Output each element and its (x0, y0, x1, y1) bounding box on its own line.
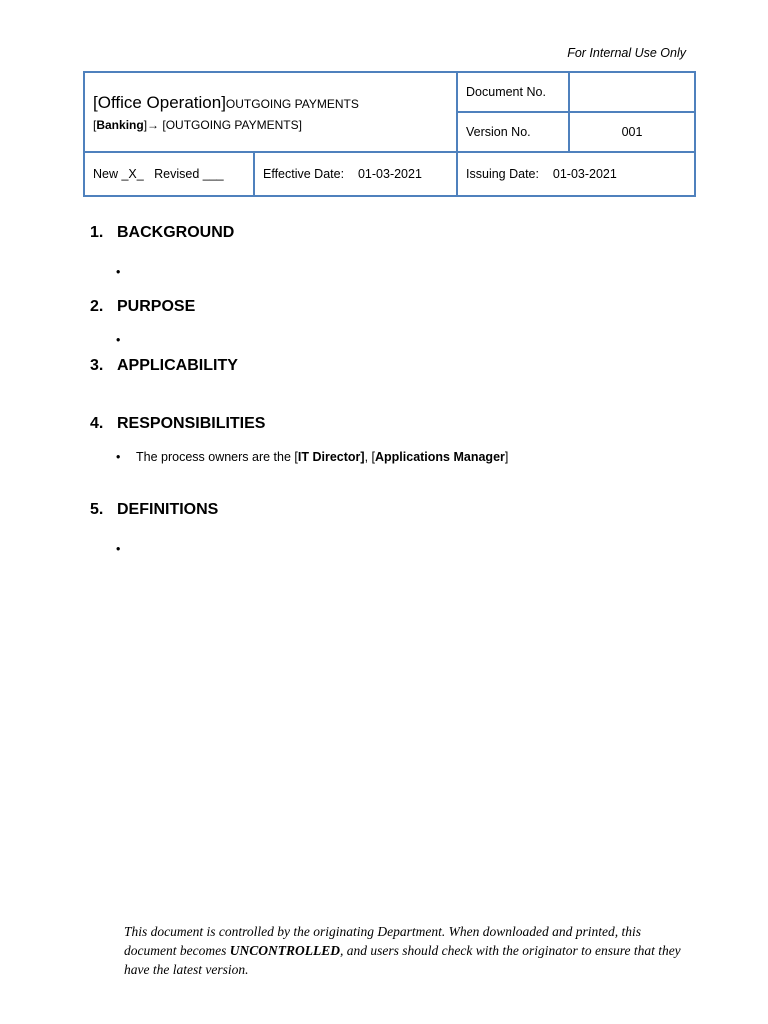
section-purpose (90, 298, 195, 316)
document-subtitle (93, 118, 448, 132)
document-no-value (569, 72, 695, 112)
bullet-icon: • (116, 542, 121, 556)
subtitle-bold: Banking (96, 117, 144, 132)
bullet-icon: • (116, 450, 121, 464)
title-suffix: OUTGOING PAYMENTS (225, 96, 359, 111)
bullet-icon: • (116, 333, 121, 347)
section-title: APPLICABILITY (117, 357, 238, 374)
version-no-label: Version No. (457, 112, 569, 152)
section-title: RESPONSIBILITIES (117, 415, 266, 432)
section-definitions (90, 501, 218, 519)
notice-emphasis: UNCONTROLLED (229, 943, 340, 958)
responsibility-mid: , [ (364, 450, 375, 464)
effective-date-value: 01-03-2021 (357, 167, 422, 181)
role-applications-manager: Applications Manager (375, 450, 505, 464)
section-number: 2. (90, 298, 104, 315)
effective-date-cell (254, 152, 457, 196)
subtitle-open: [ (93, 117, 97, 132)
issuing-date-value: 01-03-2021 (552, 167, 617, 181)
list-item (116, 333, 136, 347)
title-prefix: [Office Operation] (93, 92, 226, 112)
status-cell: New _X_ Revised ___ (84, 152, 254, 196)
responsibility-suffix: ] (504, 450, 509, 464)
issuing-date-cell (457, 152, 695, 196)
list-item (116, 265, 136, 279)
list-item (116, 450, 508, 464)
section-applicability (90, 357, 238, 375)
document-title-cell (84, 72, 457, 152)
document-header-table (83, 71, 696, 197)
subtitle-rest: ]→ [OUTGOING PAYMENTS] (143, 117, 302, 132)
version-no-value: 001 (569, 112, 695, 152)
effective-date-label: Effective Date: (263, 167, 345, 181)
section-number: 3. (90, 357, 104, 374)
section-number: 1. (90, 224, 104, 241)
issuing-date-label: Issuing Date: (466, 167, 539, 181)
document-title (93, 93, 448, 113)
document-no-label: Document No. (457, 72, 569, 112)
section-number: 4. (90, 415, 104, 432)
document-control-notice (124, 922, 684, 979)
bullet-icon: • (116, 265, 121, 279)
section-title: DEFINITIONS (117, 501, 219, 518)
section-background (90, 224, 234, 242)
section-number: 5. (90, 501, 104, 518)
list-item (116, 542, 136, 556)
section-title: BACKGROUND (117, 224, 235, 241)
responsibility-prefix: The process owners are the [ (136, 450, 298, 464)
notice-part2: , and users should check with the originator to ensure that they have the latest version. (124, 943, 681, 977)
section-responsibilities (90, 415, 265, 433)
internal-use-note: For Internal Use Only (567, 46, 686, 60)
section-title: PURPOSE (117, 298, 196, 315)
role-it-director: IT Director] (297, 450, 365, 464)
notice-part1: This document is controlled by the originating Department. When downloaded and printed, this document becomes (124, 924, 641, 958)
